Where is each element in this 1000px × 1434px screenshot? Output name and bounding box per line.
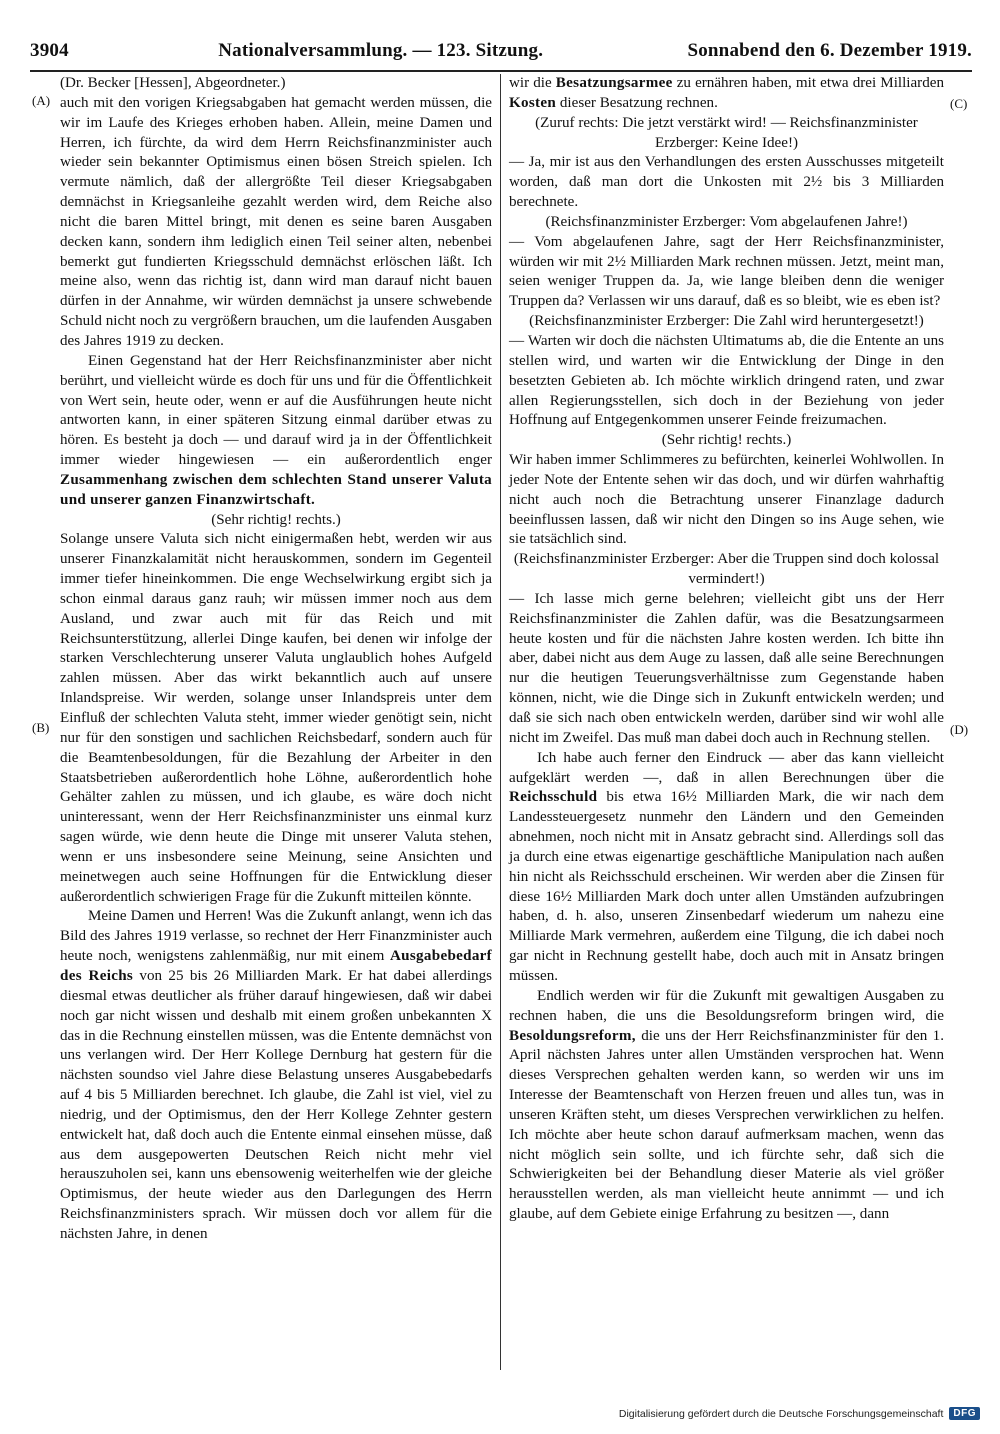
paragraph — [60, 907, 492, 1244]
paragraph-text: Meine Damen und Herren! Was die Zukunft anlangt, wenn ich das Bild des Jahres 1919 verlasse, so rechnet der Herr Finanzminister auch heute noch, wenigstens zahlenmäßig, nur mit einem — [60, 908, 492, 965]
emphasis-text: Ausgabebedarf des Reichs — [60, 948, 493, 984]
paragraph-text: bis etwa 16½ Milliarden Mark, die wir nach dem Landessteuergesetz nunmehr den Ländern und den Gemeinden abnehmen, noch nicht mit in Ansatz gebracht sind. Allerdings soll das ja durch eine etwas eigenartige geschäftliche Manipulation nach außen hin nicht als Reichsschuld erscheinen. Wir werden aber die Zinsen für diese 16½ Milliarden Mark doch unter allen Umständen aufzubringen haben, d. h. also, unseren Zinsenbedarf wiederum um nahezu eine Milliarde Mark vermehren, außerdem eine Tilgung, die ich dabei noch gar nicht in Rechnung gestellt habe, doch auch mit in Ansatz bringen müssen. — [509, 789, 944, 984]
paragraph — [509, 74, 944, 114]
paragraph: — Vom abgelaufenen Jahre, sagt der Herr Reichsfinanzminister, würden wir mit 2½ Milliarden Mark rechnen müssen. Jetzt, meint man, seien weniger Truppen da. Ja, wie lange bleiben denn die weniger Truppen da? Verlassen wir uns darauf, daß es so bleibt, wie es eben ist? — [509, 233, 944, 310]
interjection: (Reichsfinanzminister Erzberger: Die Zahl wird heruntergesetzt!) — [529, 313, 924, 330]
digitization-credit — [619, 1407, 980, 1420]
paragraph-text: Ich habe auch ferner den Eindruck — aber das kann vielleicht aufgeklärt werden —, daß in allen Berechnungen über die — [509, 749, 944, 786]
page-header — [30, 40, 972, 68]
paragraph-text: von 25 bis 26 Milliarden Mark. Er hat dabei allerdings diesmal etwas deutlicher als früher darauf hingewiesen, daß wir dabei noch gar nicht wissen und deshalb mit einem großen unbekannten X das in die Rechnung einstellen müssen, was die Entente demnächst von uns verlangen wird. Der Herr Kollege Dernburg hat gestern für die nächsten soundso viel Jahre diese Belastung unseres Ausgabebedarfs auf 4 bis 5 Milliarden berechnet. Ich glaube, die Zahl ist viel, viel zu niedrig, und der Optimismus, den der Herr Kollege Zehnter gestern entwickelt hat, daß doch auch die Entente einmal einsehen müsse, daß aus dem ausgepowerten Deutschen Reich nicht mehr viel herauszuholen sei, kann uns ebensowenig weiterhelfen wie der gleiche Optimismus, der heute wieder aus den Darlegungen des Herrn Reichsfinanzministers sprach. Wir müssen doch vor allem für die nächsten Jahre, in denen — [60, 967, 492, 1242]
emphasis-text: Besoldungsreform, — [509, 1027, 636, 1044]
right-column — [509, 74, 944, 1225]
margin-marker-b: (B) — [32, 720, 50, 735]
paragraph-text: dieser Besatzung rechnen. — [559, 94, 718, 111]
paragraph-text: zu ernähren haben, mit etwa drei Milliarden — [676, 75, 944, 91]
paragraph — [509, 987, 944, 1225]
header-date: Sonnabend den 6. Dezember 1919. — [687, 40, 972, 61]
interjection: (Zuruf rechts: Die jetzt verstärkt wird! — Reichsfinanzminister Erzberger: Keine Idee!) — [535, 114, 918, 151]
paragraph-text: Einen Gegenstand hat der Herr Reichsfinanzminister aber nicht berührt, und vielleicht würde es doch für uns und für die Öffentlichkeit von Wert sein, heute oder, wenn er auf die Ausführungen heute nicht antworten kann, in einer späteren Sitzung einmal darüber etwas zu hören. Es besteht ja doch — und darauf wird ja in der Öffentlichkeit immer wieder hingewiesen — ein außerordentlich enger — [60, 352, 492, 469]
left-column — [60, 74, 492, 1245]
interjection: (Sehr richtig! rechts.) — [211, 511, 341, 528]
credit-text: Digitalisierung gefördert durch die Deutsche Forschungsgemeinschaft — [618, 1407, 944, 1420]
emphasis-text: Besatzungsarmee — [555, 75, 673, 91]
margin-marker-a: (A) — [32, 93, 51, 108]
interjection: (Reichsfinanzminister Erzberger: Aber die Truppen sind doch kolossal vermindert!) — [513, 551, 940, 588]
header-title: Nationalversammlung. — 123. Sitzung. — [218, 40, 544, 61]
paragraph: Solange unsere Valuta sich nicht einigermaßen hebt, werden wir aus unserer Finanzkalamität nicht herauskommen, sondern im Gegenteil immer tiefer hineinkommen. Die enge Wechselwirkung ergibt sich ja schon einmal daraus ganz rauh; wir müssen immer noch aus dem Ausland, und zwar auch mit für das Reich und mit Reichsunterstützung, allerlei Dinge kaufen, bei denen wir infolge der starken Verschlechterung unserer Valuta unglaublich hohes Aufgeld zahlen müssen. Aber das wirkt bekanntlich auch auf unsere Inlandspreise. Wir werden, solange unser Inlandspreis unter dem Einfluß der schlechten Valuta steht, immer wieder genötigt sein, nicht nur für den sonstigen und sachlichen Reichsbedarf, sondern auch für die Beamtenbesoldungen, für die Bezahlung der Arbeiter in den Staatsbetrieben außerordentlich hohe Löhne, außerordentlich hohe Gehälter zahlen zu müssen, und ich glaube, es wäre doch nicht uninteressant, wenn der Herr Reichsfinanzminister uns einmal kurz sagen würde, wie denn heute die Dinge mit unserer Valuta stehen, wenn er uns insbesondere seine Meinung, seine Ansichten und meinetwegen auch seine Hoffnungen für die Entwicklung dieser außerordentlich schwierigen Frage für die Zukunft mitteilen könnte. — [60, 531, 492, 905]
dfg-logo-icon: DFG — [949, 1407, 980, 1420]
emphasis-text: Kosten — [509, 94, 557, 111]
paragraph: — Warten wir doch die nächsten Ultimatums ab, die die Entente an uns stellen wird, und warten wir die Entwicklung der Dinge in den besetzten Gebieten ab. Ich möchte wirklich dringend raten, und zwar allen Regierungsstellen, sich doch in der Beziehung von jeder Hoffnung auf Entgegenkommen unserer Feinde freizumachen. — [509, 332, 944, 429]
margin-marker-c: (C) — [950, 96, 968, 111]
paragraph-text: die uns der Herr Reichsfinanzminister für den 1. April nächsten Jahres unter allen Umständen versprochen hat. Wenn dieses Versprechen gehalten werden kann, so werden wir uns im Interesse der Beamtenschaft von Herzen freuen und alles tun, was in unseren Kräften steht, um dieses Versprechen verwirklichen zu helfen. Ich möchte aber heute schon darauf aufmerksam machen, wenn das nicht möglich sein sollte, und ich fürchte sehr, daß sich die Schwierigkeiten bei der Behandlung dieser Materie als viel größer herausstellen werden, als man vielleicht heute annimmt — und ich glaube, auf dem Gebiete einige Erfahrung zu besitzen —, dann — [509, 1027, 944, 1223]
margin-marker-d: (D) — [950, 722, 969, 737]
paragraph-text: Endlich werden wir für die Zukunft mit gewaltigen Ausgaben zu rechnen haben, die uns die Besoldungsreform bringen wird, die — [509, 987, 944, 1024]
paragraph — [509, 749, 944, 987]
paragraph: Wir haben immer Schlimmeres zu befürchten, keinerlei Wohlwollen. In jeder Note der Entente sehen wir das doch, und wir dürfen wahrhaftig nicht auch noch die Betrachtung unserer Finanzlage dadurch beeinflussen lassen, daß wir nicht den Dingen so ins Auge sehen, wie sie tatsächlich sind. — [509, 452, 944, 548]
speaker-line: (Dr. Becker [Hessen], Abgeordneter.) — [60, 75, 286, 91]
emphasis-text: Zusammenhang zwischen dem schlechten Stand unserer Valuta und unserer ganzen Finanzwirtschaft. — [60, 471, 492, 508]
interjection: (Reichsfinanzminister Erzberger: Vom abgelaufenen Jahre!) — [545, 213, 908, 230]
paragraph — [60, 352, 492, 511]
column-divider — [500, 74, 501, 1370]
interjection: (Sehr richtig! rechts.) — [661, 432, 792, 449]
paragraph-text: wir die — [509, 75, 552, 91]
page-number: 3904 — [30, 40, 69, 61]
emphasis-text: Reichsschuld — [509, 789, 598, 806]
paragraph: — Ich lasse mich gerne belehren; vielleicht gibt uns der Herr Reichsfinanzminister die Zahlen dafür, was die Besatzungsarmeen heute kosten und für die nächsten Jahre kosten werden. Ich bitte ihn aber, dabei nicht aus dem Auge zu lassen, daß alle seine Berechnungen nur die heutigen Teuerungsverhältnisse zum Gegenstande haben können, nicht, wie die Dinge sich in Zukunft entwickeln werden; und daß sie sich nach oben entwickeln werden, darüber sind wir wohl alle nicht im Zweifel. Das muß man dabei doch auch in Rechnung stellen. — [509, 590, 944, 746]
paragraph: — Ja, mir ist aus den Verhandlungen des ersten Ausschusses mitgeteilt worden, daß man dort die Unkosten mit 2½ bis 3 Milliarden berechnete. — [509, 154, 944, 211]
paragraph: auch mit den vorigen Kriegsabgaben hat gemacht werden müssen, die wir im Laufe des Krieges erhoben haben. Allein, meine Damen und Herren, ich fürchte, da wird dem Herrn Reichsfinanzminister auch wieder sein bekannter Optimismus einen bösen Streich spielen. Ich vermute nämlich, daß der allergrößte Teil dieser Kriegsabgaben demnächst in Kriegsanleihe gezahlt werden wird, dem Reiche also nicht die baren Mittel bringt, mit denen es seine baren Ausgaben decken kann, sondern ihm lediglich einen Teil seiner alten, nebenbei bemerkt gut fundierten Kriegsschuld demnächst erlöschen läßt. Ich meine also, wenn das richtig ist, dann wird man darauf nicht bauen dürfen in der Annahme, wir würden demnächst ja unsere schwebende Schuld nicht noch zu vergrößern brauchen, um die laufenden Ausgaben des Jahres 1919 zu decken. — [60, 94, 492, 349]
header-rule — [30, 70, 972, 72]
